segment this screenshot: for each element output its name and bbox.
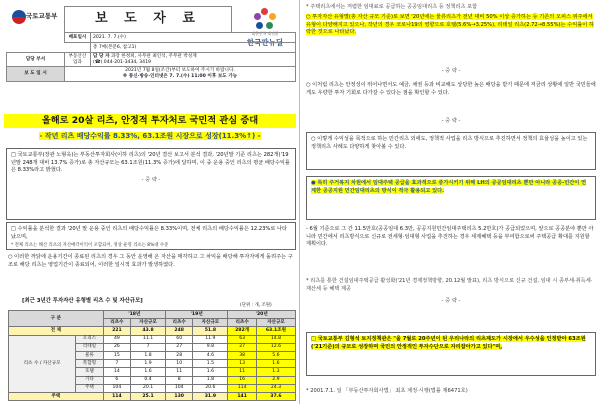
subheadline <box>4 132 296 141</box>
table-cell: 1.6 <box>256 360 295 368</box>
table-cell: 15 <box>103 351 130 359</box>
table-cell: 1.9 <box>131 360 166 368</box>
dept-label: 담당 부서 <box>7 53 65 67</box>
table-cell: 27 <box>228 343 257 351</box>
table-row <box>9 335 296 343</box>
table-cell: 37.6 <box>256 392 295 400</box>
table-cell: 1.6 <box>131 368 166 376</box>
table-cell: 130 <box>165 392 192 400</box>
headline-block <box>4 114 296 140</box>
right-paragraph-3: ○ 이렇게 수익성을 목적으로 하는 민간리츠 외에도, 정책적 사업을 리츠 방식으로 추진하면서 정책의 효율성을 높이고 있는 정책리츠 사례도 다양하게 찾아볼 수 있다. <box>311 136 588 150</box>
table-cell: 63.1조원 <box>256 327 295 335</box>
distribution-label: 배포일시 <box>65 33 91 43</box>
table-cell: 43.8 <box>131 327 166 335</box>
sub-header: 리츠수 <box>228 319 257 327</box>
right-paragraph-6-text: □ 국토교통부 김형석 토지정책관은 "올 7월로 20주년이 된 우리나라의 리츠제도가 시장에서 우수성을 인정받아 63조원('21기준)의 규모로 성장하며 국민의 안정적인 투자수단으로 자리잡아가고 있다"며, <box>311 336 586 350</box>
table-cell: 1.5 <box>193 360 228 368</box>
table-row-label: 복합형 <box>76 360 103 368</box>
right-paragraph-1 <box>306 14 596 37</box>
table-cell: 11.9 <box>193 335 228 343</box>
body-paragraph-3: ○ 이러한 까닭에 운용기간이 종료된 리츠의 경우 그 동안 운영해 온 자산을 매각하고 그 차익을 배당해 투자자에게 돌려주는 구조로 해당 리츠는 영업기간이 종료되어, 이러한 일시적 효과가 발생하였다. <box>8 254 293 268</box>
table-cell: 63 <box>228 335 257 343</box>
right-paragraph-4-text: ● 특히 주거복지 차원에서 임대주택 공급을 효과적으로 증가시키기 위해 LH의 공공임대리츠 뿐만 아니라 공공-민간이 연계한 공공지원 민간임대리츠의 방식이 적극 활용되고 있다. <box>311 180 587 194</box>
table-cell: 104 <box>103 384 130 392</box>
table-side-label: 리츠 수 / 자산규모 <box>9 335 76 392</box>
right-note-6: * 2001.7.1. 일 「부동산투자회사법」 최초 제정·시행(법률 제6471호) <box>306 388 468 394</box>
table-cell: 14.8 <box>256 335 295 343</box>
taegeuk-icon <box>12 10 26 24</box>
table-row-label: 리테일 <box>76 343 103 351</box>
top-note: * 주택리츠에서는 저렴한 임대료로 공급하는 공공임대리츠 등 정책리츠 포함 <box>306 4 478 10</box>
contact-label: 담 당 자 <box>93 54 110 59</box>
table-cell: 27 <box>165 343 192 351</box>
table-cell: 282개 <box>228 327 257 335</box>
left-page <box>2 2 298 402</box>
table-cell: 11.1 <box>131 335 166 343</box>
right-box-housing <box>306 176 596 220</box>
table-cell: 51.8 <box>193 327 228 335</box>
right-box-quote <box>306 332 596 376</box>
table-cell: 114 <box>228 384 257 392</box>
embargo-line2: ※ 통신·방송·인터넷은 7. 7.(수) 11:00 이후 보도 가능 <box>122 74 238 80</box>
table-cell: 10 <box>165 360 192 368</box>
omission-marker: - 중 략 - <box>441 118 461 124</box>
table-cell: 16 <box>228 376 257 384</box>
table-cell: 26 <box>103 343 130 351</box>
right-paragraph-5: - 6월 기준으로 그 간 11.5만호(공공임대 6.3만, 공공지원민간임대주택리츠 5.2만호)가 공급되었으며, 앞으로 공공분야 뿐만 아니라 민간에서 리츠방식으로 신규로 전세형·임대형 사업을 추진하는 경우 세제혜택 등을 부여함으로써 주택공급 확대를 지원할 계획이다. <box>306 226 594 248</box>
table-cell: 7 <box>131 343 166 351</box>
ministry-name: 국토교통부 <box>26 12 58 20</box>
distribution-date: 2021. 7. 7.(수) <box>93 34 126 40</box>
title-box <box>64 6 232 32</box>
headline: 올해로 20살 리츠, 안정적 투자처로 국민적 관심 증대 <box>4 114 296 128</box>
table-row-label: 오피스 <box>76 335 103 343</box>
document-title: 보 도 자 료 <box>95 11 201 27</box>
brand-name: 한국판뉴딜 <box>246 37 284 47</box>
table-cell: 141 <box>228 392 257 400</box>
table-cell: 49 <box>103 335 130 343</box>
body-box-1 <box>6 148 296 220</box>
year-header: '19년 <box>165 311 227 319</box>
table-cell: 0.4 <box>131 376 166 384</box>
meta-table <box>6 32 296 82</box>
new-deal-logo-icon <box>254 8 276 30</box>
table-cell: 13 <box>228 360 257 368</box>
body-paragraph-2: □ 수익률을 분석한 결과 '20년 말 운용 중인 리츠의 배당수익률은 8.33%이며, 전체 리츠의 배당수익률은 12.23%로 나타났으며, <box>11 226 288 240</box>
sub-header: 리츠수 <box>165 319 192 327</box>
contact-cell <box>91 53 296 67</box>
table-group-header: 구 분 <box>9 311 104 327</box>
table-cell: 11 <box>165 368 192 376</box>
table-cell: 6 <box>103 376 130 384</box>
embargo-cell <box>65 67 296 81</box>
table-row-label: 물류 <box>76 351 103 359</box>
table-row-label: 기타 <box>76 376 103 384</box>
dept-value: 부동산산업과 <box>65 53 91 67</box>
reits-data-table <box>8 310 296 401</box>
sub-header: 리츠수 <box>103 319 130 327</box>
right-note-5: * 리츠를 통한 건설임대주택공급 활성화('21년 경제정책방향, 20.12월 발표), 리츠 방식으로 신규 건설, 임대 시 종부세·취득세·재산세 등 혜택 제공 <box>306 278 593 292</box>
right-page <box>302 2 598 402</box>
table-row <box>9 327 296 335</box>
brand-tagline: 대한민국 대전환 <box>251 31 279 36</box>
table-cell: 25.1 <box>131 392 166 400</box>
omission-marker: - 중 략 - <box>141 176 161 183</box>
table-cell: 24.3 <box>256 384 295 392</box>
sub-header: 자산규모 <box>193 319 228 327</box>
table-cell: 28 <box>165 351 192 359</box>
table-cell: 2.9 <box>256 376 295 384</box>
right-paragraph-4 <box>311 180 591 195</box>
table-cell: 1.3 <box>256 368 295 376</box>
table-cell: 248 <box>165 327 192 335</box>
body-note-2: * 전체 리츠는 해산 리츠의 자산매각이익이 포함되어, 정상 운영 리츠는 8%대 수준 <box>11 243 169 249</box>
table-cell: 1.8 <box>131 351 166 359</box>
phone-value: (☎) 044-201-3434, 3419 <box>93 59 151 65</box>
table-cell: 38 <box>228 351 257 359</box>
table-cell: 8 <box>165 376 192 384</box>
table-cell: 4.6 <box>193 351 228 359</box>
right-paragraph-2: ○ 이처럼 리츠는 안정성이 뛰어나면서도 예금, 채권 등과 비교해도 상당한 높은 배당을 받기 때문에 저금리 상황에 일반 국민들에게도 우량한 투자 기회로 다가갈 수 있다는 점을 확인할 수 있다. <box>306 82 596 96</box>
subheadline-text: - 작년 리츠 배당수익률 8.33%, 63.1조원 시장으로 성장(11.3%↑) - <box>39 131 261 140</box>
table-cell: 221 <box>103 327 130 335</box>
table-cell: 5.6 <box>256 351 295 359</box>
omission-marker: - 중 략 - <box>441 68 461 74</box>
table-cell: 7 <box>103 360 130 368</box>
right-paragraph-1-text: ○ 투자자산 유형별(총 자산 규모 기준)로 보면 '20년에는 물류리츠가 전년 대비 50% 이상 증가하는 등 기존의 오피스 위주에서 유형이 다양해지고 있으나, 작년의 경우 코로나19의 영향으로 호텔(5.6%→3.25%), 리테일 리츠(2.72→8.55%)는 수익률이 하락한 것으로 나타났다. <box>306 14 594 36</box>
table-cell: 12.6 <box>256 343 295 351</box>
table-cell: 14 <box>103 368 130 376</box>
sub-header: 자산규모 <box>131 319 166 327</box>
year-header: '20년 <box>228 311 296 319</box>
table-cell: 114 <box>103 392 130 400</box>
right-box-policy <box>306 132 596 170</box>
page-divider <box>299 0 300 404</box>
table-cell: 1.6 <box>193 368 228 376</box>
distribution-value <box>91 33 296 43</box>
table-row-label: 전 체 <box>9 327 104 335</box>
table-cell: 20.1 <box>131 384 166 392</box>
sub-header: 자산규모 <box>256 319 295 327</box>
table-cell: 20.6 <box>193 384 228 392</box>
body-box-2 <box>6 222 296 250</box>
table-row-label: 주택 <box>9 392 104 400</box>
table-title: [최근 3년간 투자자산 유형별 리츠 수 및 자산규모] <box>22 298 143 304</box>
embargo-line1: 2021년 7월 8일(조간)부터 보도하여 주시기 바랍니다. <box>125 68 235 74</box>
right-paragraph-6 <box>311 336 591 351</box>
pages-value: 총 7매(본문6, 참고1) <box>91 43 296 53</box>
table-row <box>9 392 296 400</box>
table-cell: 11 <box>228 368 257 376</box>
press-header <box>2 2 298 94</box>
table-row-label: 호텔 <box>76 368 103 376</box>
table-row-label: 주택 <box>76 384 103 392</box>
omission-marker: - 중 략 - <box>441 298 461 304</box>
contact-value: 과장 한정희, 사무관 최인석, 주무관 박성재 <box>110 54 197 59</box>
table-cell: 60 <box>165 335 192 343</box>
body-paragraph-1: □ 국토교통부(장관 노형욱)는 부동산투자회사(이하 리츠)의 '20년 결산 보고서 분석 결과, '20년말 기준 리츠는 282개('19년말 248개 대비 13.7% 증가)로 총 자산규모는 63.1조원(11.3% 증가)에 달하며, 이 중 운용 중인 리츠의 평균 배당수익률은 8.33%라고 밝혔다. <box>11 152 290 174</box>
year-header: '18년 <box>103 311 165 319</box>
table-cell: 9.8 <box>193 343 228 351</box>
table-cell: 104 <box>165 384 192 392</box>
table-cell: 1.8 <box>193 376 228 384</box>
table-unit: (단위 : 개, 조원) <box>240 303 272 308</box>
table-cell: 31.9 <box>193 392 228 400</box>
embargo-label: 보 도 일 시 <box>7 67 65 81</box>
